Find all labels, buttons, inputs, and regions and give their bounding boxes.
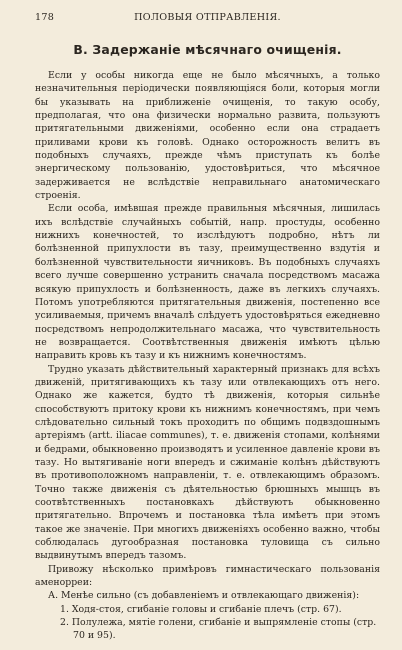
running-header: [35, 12, 380, 28]
section-title: В. Задержаніе мѣсячнаго очищенія.: [73, 42, 342, 57]
exercise-list: [35, 589, 380, 642]
list-item: 2. Полулежа, мятіе голени, сгибаніе и выпрямленіе стопы (стр. 70 и 95).: [60, 617, 377, 642]
list-item: 1. Ходя-стоя, сгибаніе головы и сгибаніе плечъ (стр. 67).: [60, 603, 342, 615]
page-number: 178: [35, 12, 55, 23]
paragraph-4: Привожу нѣсколько примѣровъ гимнастическаго пользованія аменорреи:: [35, 563, 380, 589]
paragraph-2: Если особа, имѣвшая прежде правильныя мѣсячныя, лишилась ихъ вслѣдствіе случайныхъ событій, напр. простуды, особенно нижнихъ конечностей, то изслѣдуютъ подробно, нѣтъ ли болѣзненной припухлости въ тазу, преимущественно вздутія и болѣзненной чувствительности яичниковъ. Въ подобныхъ случаяхъ всего лучше совершенно устранить сначала посредствомъ масажа всякую припухлость и болѣзненность, даже въ легкихъ случаяхъ. Потомъ употребляются притягательныя движенія, постепенно все усиливаемыя, причемъ вначалѣ слѣдуетъ удостовѣряться ежедневно посредствомъ непродолжительнаго масажа, что чувствительность не возвращается. Соотвѣтственныя движенія имѣютъ цѣлью направить кровь къ тазу и къ нижнимъ конечностямъ.: [35, 203, 380, 362]
paragraph-3: Трудно указать дѣйствительный характерный признакъ для всѣхъ движеній, притягивающихъ къ тазу или отвлекающихъ отъ него. Однако же кажется, будто тѣ движенія, которыя сильнѣе способствуютъ притоку крови къ нижнимъ конечностямъ, при чемъ слѣдовательно сильный токъ проходитъ по общимъ подвздошнымъ артеріямъ (artt. iliacae communes), т. е. движенія стопами, колѣнями и бедрами, обыкновенно производятъ и усиленное давленіе крови въ тазу. Но вытягиваніе ноги впередъ и сжиманіе колѣнъ дѣйствуютъ въ противоположномъ направленіи, т. е. отвлекающимъ образомъ. Точно также движенія съ дѣятельностью брюшныхъ мышцъ въ соотвѣтственныхъ постановкахъ дѣйствуютъ обыкновенно притягательно. Впрочемъ и постановка тѣла имѣетъ при этомъ такое же значеніе. При многихъ движеніяхъ особенно важно, чтобы соблюдалась дугообразная постановка туловища съ сильно выдвинутымъ впередъ тазомъ.: [35, 363, 380, 562]
running-title: ПОЛОВЫЯ ОТПРАВЛЕНІЯ.: [134, 12, 281, 23]
paragraph-1: Если у особы никогда еще не было мѣсячныхъ, а только незначительныя періодически появляющіяся боли, которыя могли бы указывать на приближеніе очищенія, то такую особу, предполагая, что она физически нормально развита, пользуютъ притягательными движеніями, особенно если она страдаетъ приливами крови къ головѣ. Однако осторожность велитъ въ подобныхъ случаяхъ, прежде чѣмъ приступать къ болѣе энергическому пользованію, удостовѣриться, что мѣсячное задерживается не вслѣдствіе неправильнаго анатомическаго строенія.: [35, 70, 380, 202]
list-heading: А. Менѣе сильно (съ добавленіемъ и отвлекающаго движенія):: [48, 590, 360, 602]
